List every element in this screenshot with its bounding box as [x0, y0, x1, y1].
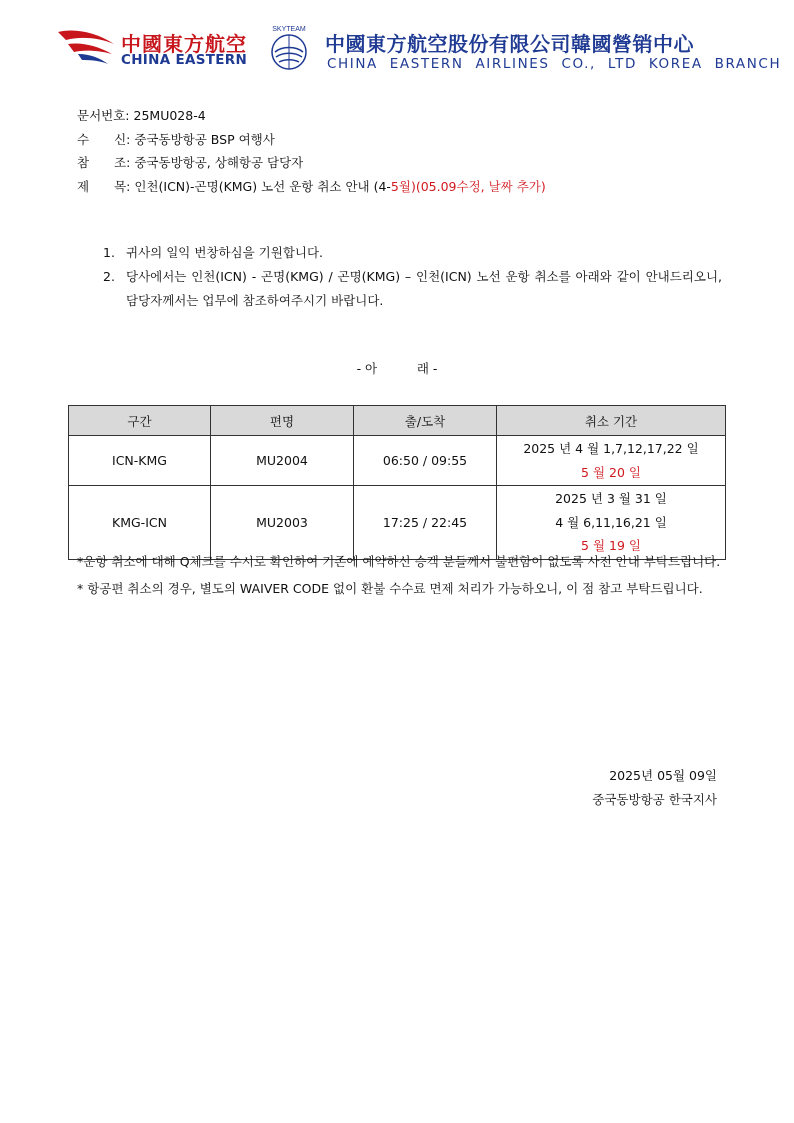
list-number: 1.: [103, 245, 115, 260]
logo-english-name: CHINA EASTERN: [121, 52, 248, 68]
list-item: [77, 241, 722, 265]
note-waiver: * 항공편 취소의 경우, 별도의 WAIVER CODE 없이 환불 수수료 면제 처리가 가능하오니, 이 점 참고 부탁드립니다.: [77, 581, 703, 596]
period-line: 2025 년 4 월 1,7,12,17,22 일: [523, 441, 699, 456]
china-eastern-swallow-logo: [56, 22, 116, 66]
issue-date: 2025년 05월 09일: [609, 768, 717, 783]
subject-revision: 5월)(05.09수정, 날짜 추가): [390, 179, 546, 194]
header-route: 구간: [69, 406, 211, 436]
reference-line: [77, 153, 303, 171]
doc-number: 25MU028-4: [133, 108, 206, 123]
signature-block: [592, 764, 717, 812]
time-cell: 17:25 / 22:45: [354, 486, 497, 560]
doc-number-label: 문서번호:: [77, 108, 130, 123]
list-text: 귀사의 일익 번창하심을 기원합니다.: [126, 245, 324, 260]
logo-chinese-name: 中國東方航空: [121, 32, 247, 56]
list-item: [77, 265, 722, 313]
list-number: 2.: [103, 269, 115, 284]
list-text: 당사에서는 인천(ICN) - 곤명(KMG) / 곤명(KMG) – 인천(ICN) 노선 운항 취소를 아래와 같이 안내드리오니, 담당자께서는 업무에 참조하여주시기 바랍니다.: [126, 269, 722, 308]
time-cell: 06:50 / 09:55: [354, 436, 497, 486]
note-qcheck: *운항 취소에 대해 Q체크를 수시로 확인하여 기존에 예약하신 승객 분들께서 불편함이 없도록 사전 안내 부탁드립니다.: [77, 554, 721, 569]
table-row: [69, 436, 726, 486]
body-list: [77, 241, 722, 313]
header-flight: 편명: [211, 406, 354, 436]
period-cell: [497, 436, 726, 486]
route-cell: KMG-ICN: [69, 486, 211, 560]
branch-chinese-name: 中國東方航空股份有限公司韓國營销中心: [325, 32, 694, 56]
flight-cell: MU2003: [211, 486, 354, 560]
subject-label: 제 목:: [77, 179, 131, 194]
section-title: - 아 래 -: [356, 361, 438, 376]
subject-line: [77, 177, 546, 195]
recipient-line: [77, 130, 275, 148]
skyteam-logo: [262, 22, 316, 76]
skyteam-wordmark: SKYTEAM: [272, 26, 306, 33]
recipient-label: 수 신:: [77, 132, 131, 147]
reference: 중국동방항공, 상해항공 담당자: [134, 155, 304, 170]
table-header-row: [69, 406, 726, 436]
period-added-date: 5 월 19 일: [581, 538, 641, 553]
flight-cell: MU2004: [211, 436, 354, 486]
subject-main: 인천(ICN)-곤명(KMG) 노선 운항 취소 안내 (4-: [134, 179, 391, 194]
table-row: [69, 486, 726, 560]
route-cell: ICN-KMG: [69, 436, 211, 486]
notes: [77, 550, 722, 604]
period-cell: [497, 486, 726, 560]
header-period: 취소 기간: [497, 406, 726, 436]
recipient: 중국동방항공 BSP 여행사: [134, 132, 275, 147]
cancellation-table: [68, 405, 726, 560]
branch-english-name: CHINA EASTERN AIRLINES CO., LTD KOREA BRANCH: [327, 56, 782, 72]
period-added-date: 5 월 20 일: [581, 464, 641, 480]
period-line: 2025 년 3 월 31 일: [555, 491, 667, 506]
issuer: 중국동방항공 한국지사: [592, 792, 717, 807]
period-line: 4 월 6,11,16,21 일: [555, 514, 667, 530]
header-time: 출/도착: [354, 406, 497, 436]
letterhead: [0, 0, 794, 90]
reference-label: 참 조:: [77, 155, 131, 170]
doc-number-line: [77, 106, 206, 124]
